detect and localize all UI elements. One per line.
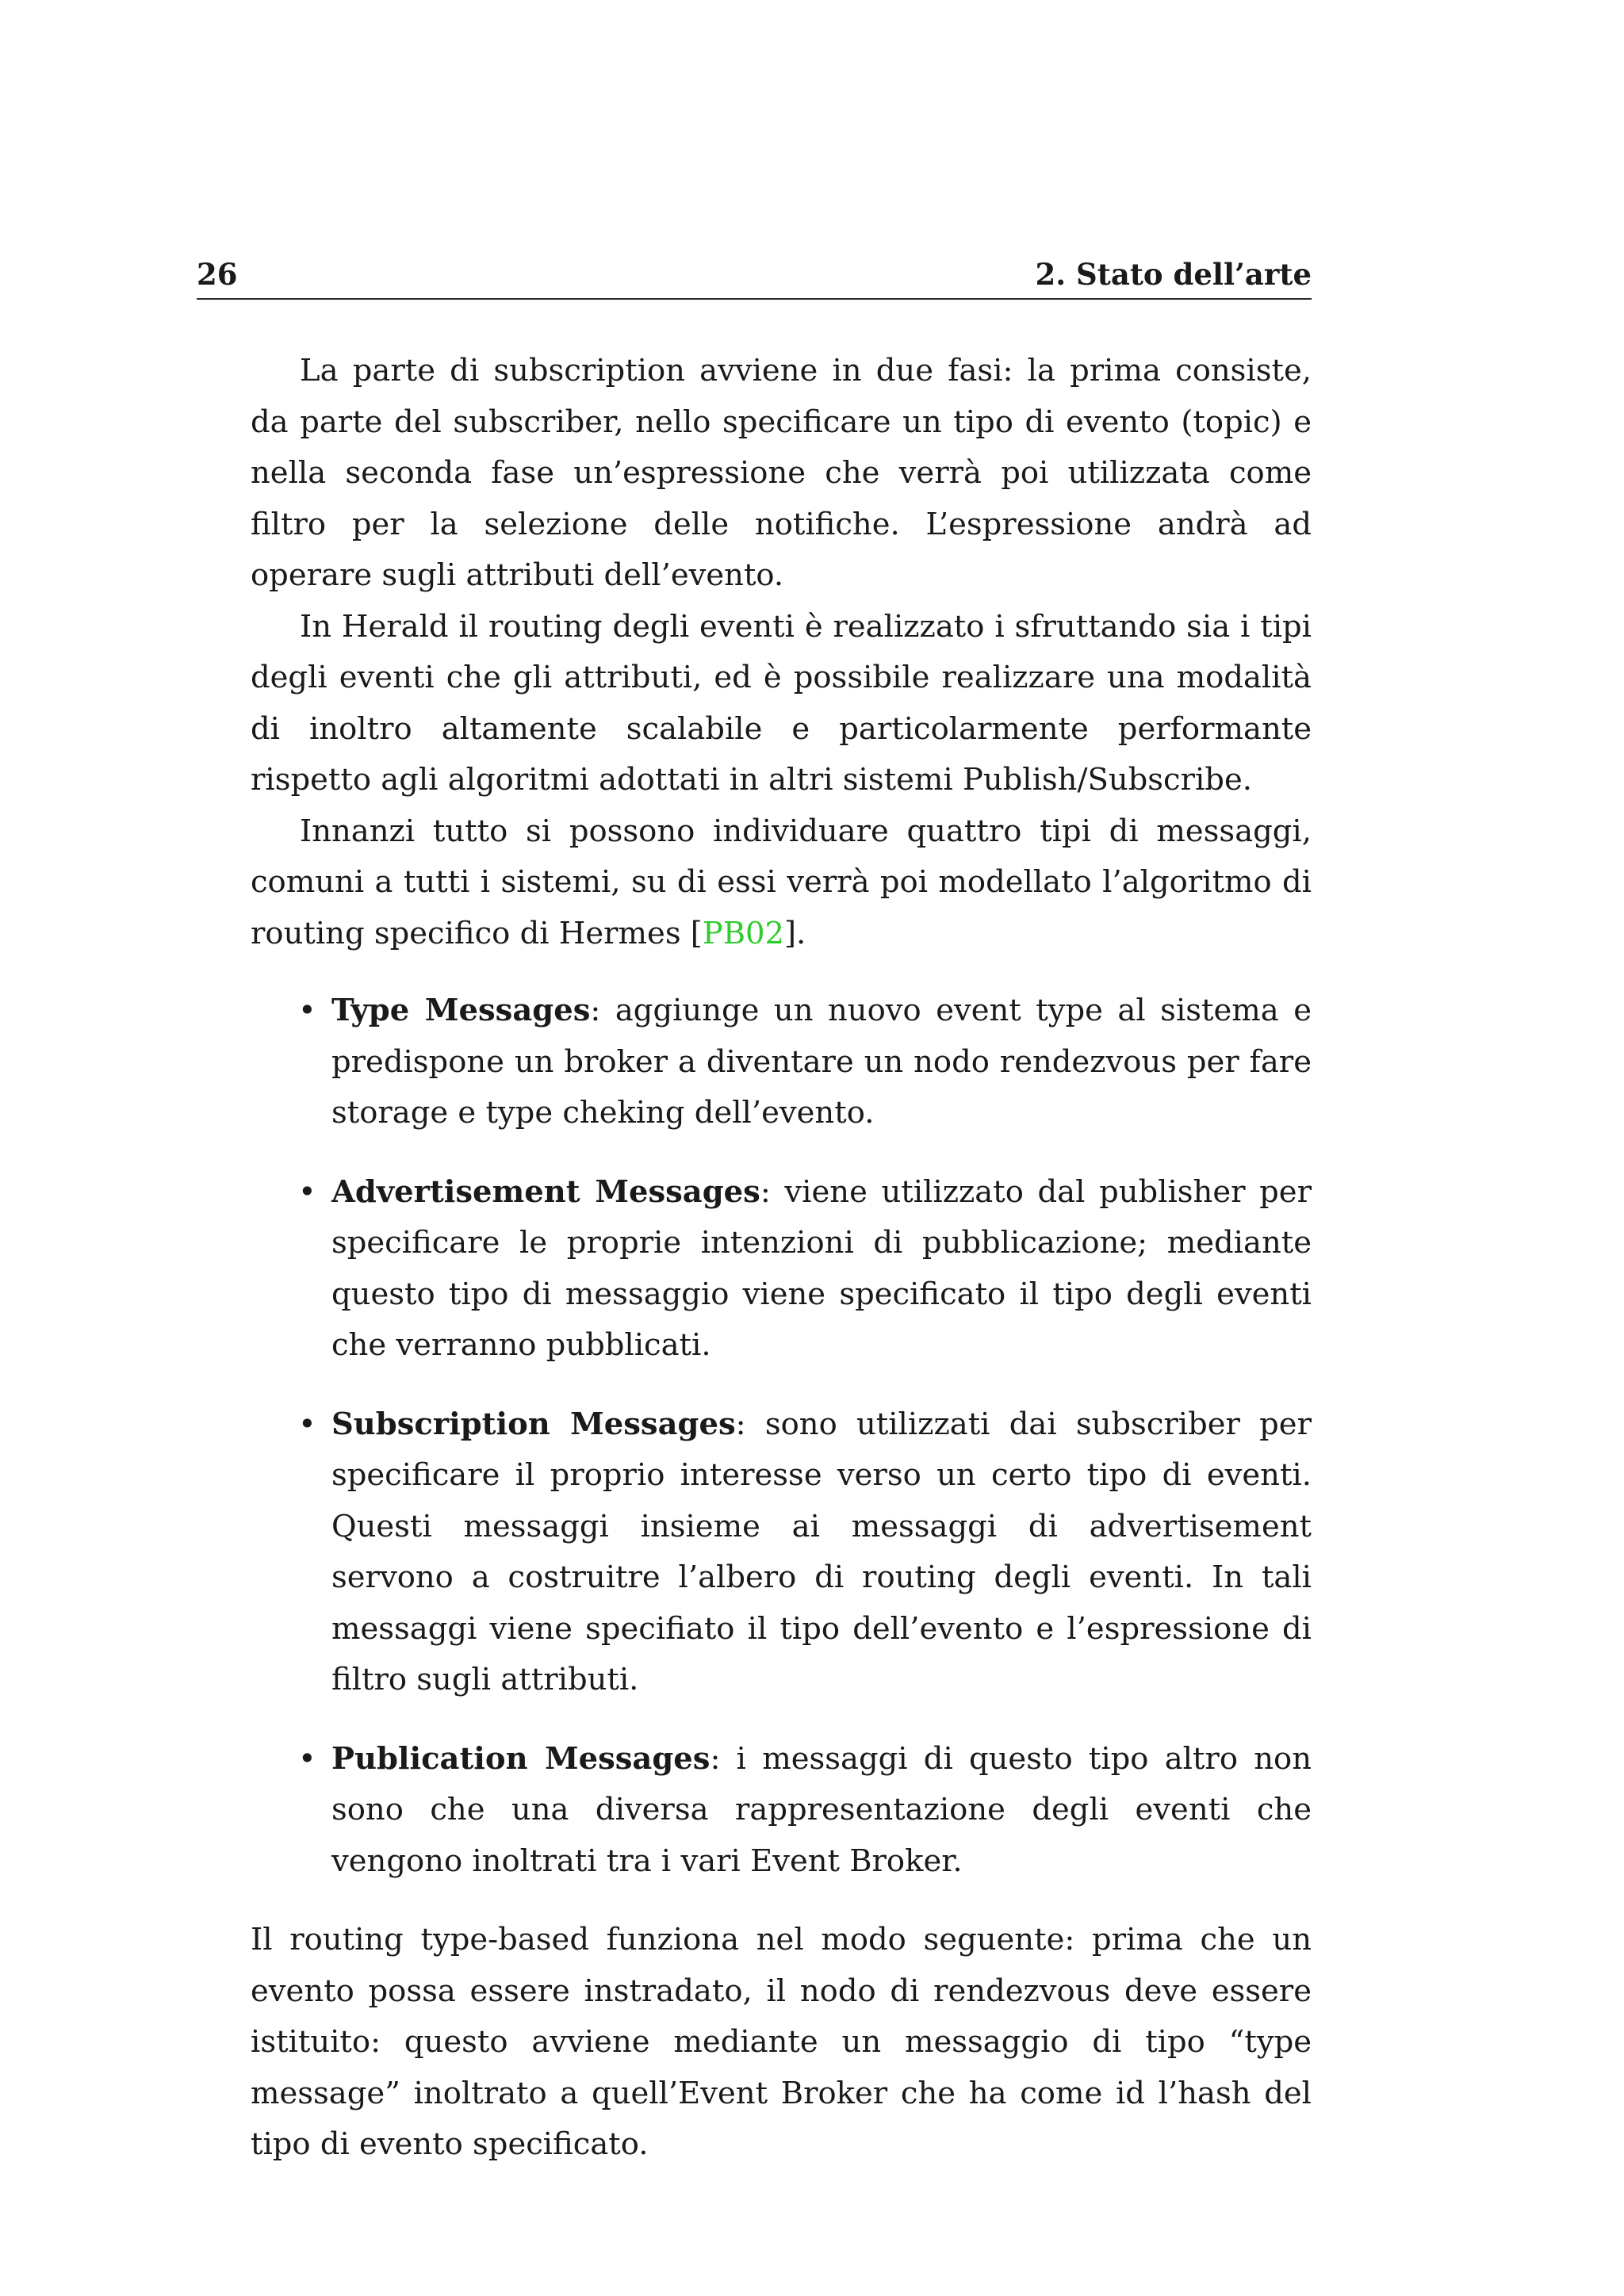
intro-text-end: ]. xyxy=(784,915,806,951)
bullet-icon: • xyxy=(298,1406,316,1442)
list-item xyxy=(251,985,1312,1139)
message-types-list xyxy=(251,985,1312,1887)
citation-link[interactable]: PB02 xyxy=(702,915,785,951)
paragraph-intro xyxy=(251,806,1312,960)
list-item-text: : sono utilizzati dai subscriber per specificare il proprio interesse verso un certo tipo di eventi. Questi messaggi insieme ai messaggi di advertisement servono a costruitre l’albero di routing degli eventi. In tali messaggi viene specifiato il tipo dell’evento e l’espressione di filtro sugli attributi. xyxy=(331,1406,1312,1697)
bullet-icon: • xyxy=(298,993,316,1028)
list-item-term: Subscription Messages xyxy=(331,1406,736,1442)
list-item xyxy=(251,1734,1312,1888)
header-rule xyxy=(197,298,1312,300)
paragraph-subscription: La parte di subscription avviene in due fasi: la prima consiste, da parte del subscriber, nello specificare un tipo di evento (topic) e nella seconda fase un’espressione che verrà poi utilizzata come filtro per la selezione delle notifiche. L’espressione andrà ad operare sugli attributi dell’evento. xyxy=(251,353,1312,593)
list-item xyxy=(251,1399,1312,1706)
intro-text: Innanzi tutto si possono individuare quattro tipi di messaggi, comuni a tutti i sistemi, su di essi verrà poi modellato l’algoritmo di routing specifico di Hermes [ xyxy=(251,813,1312,951)
paragraph-routing: Il routing type-based funziona nel modo seguente: prima che un evento possa essere instradato, il nodo di rendezvous deve essere istituito: questo avviene mediante un messaggio di tipo “type message” inoltrato a quell’Event Broker che ha come id l’hash del tipo di evento specificato. xyxy=(251,1922,1312,2162)
list-item-term: Type Messages xyxy=(331,993,591,1028)
body-text xyxy=(251,346,1312,2171)
paragraph-herald: In Herald il routing degli eventi è realizzato i sfruttando sia i tipi degli eventi che gli attributi, ed è possibile realizzare una modalità di inoltro altamente scalabile e particolarmente performante rispetto agli algoritmi adottati in altri sistemi Publish/Subscribe. xyxy=(251,608,1312,798)
list-item-term: Advertisement Messages xyxy=(331,1173,760,1210)
page-number: 26 xyxy=(197,257,238,292)
bullet-icon: • xyxy=(298,1740,316,1777)
chapter-title: 2. Stato dell’arte xyxy=(1035,257,1312,292)
bullet-icon: • xyxy=(298,1173,316,1210)
list-item-text: : viene utilizzato dal publisher per specificare le proprie intenzioni di pubblicazione; mediante questo tipo di messaggio viene specificato il tipo degli eventi che verranno pubblicati. xyxy=(331,1173,1312,1363)
list-item-term: Publication Messages xyxy=(331,1740,710,1777)
running-head xyxy=(197,255,1312,293)
list-item-text: : i messaggi di questo tipo altro non sono che una diversa rappresentazione degli eventi che vengono inoltrati tra i vari Event Broker. xyxy=(331,1740,1312,1879)
list-item-text: : aggiunge un nuovo event type al sistema e predispone un broker a diventare un nodo rendezvous per fare storage e type cheking dell’evento. xyxy=(331,993,1312,1131)
list-item xyxy=(251,1167,1312,1372)
